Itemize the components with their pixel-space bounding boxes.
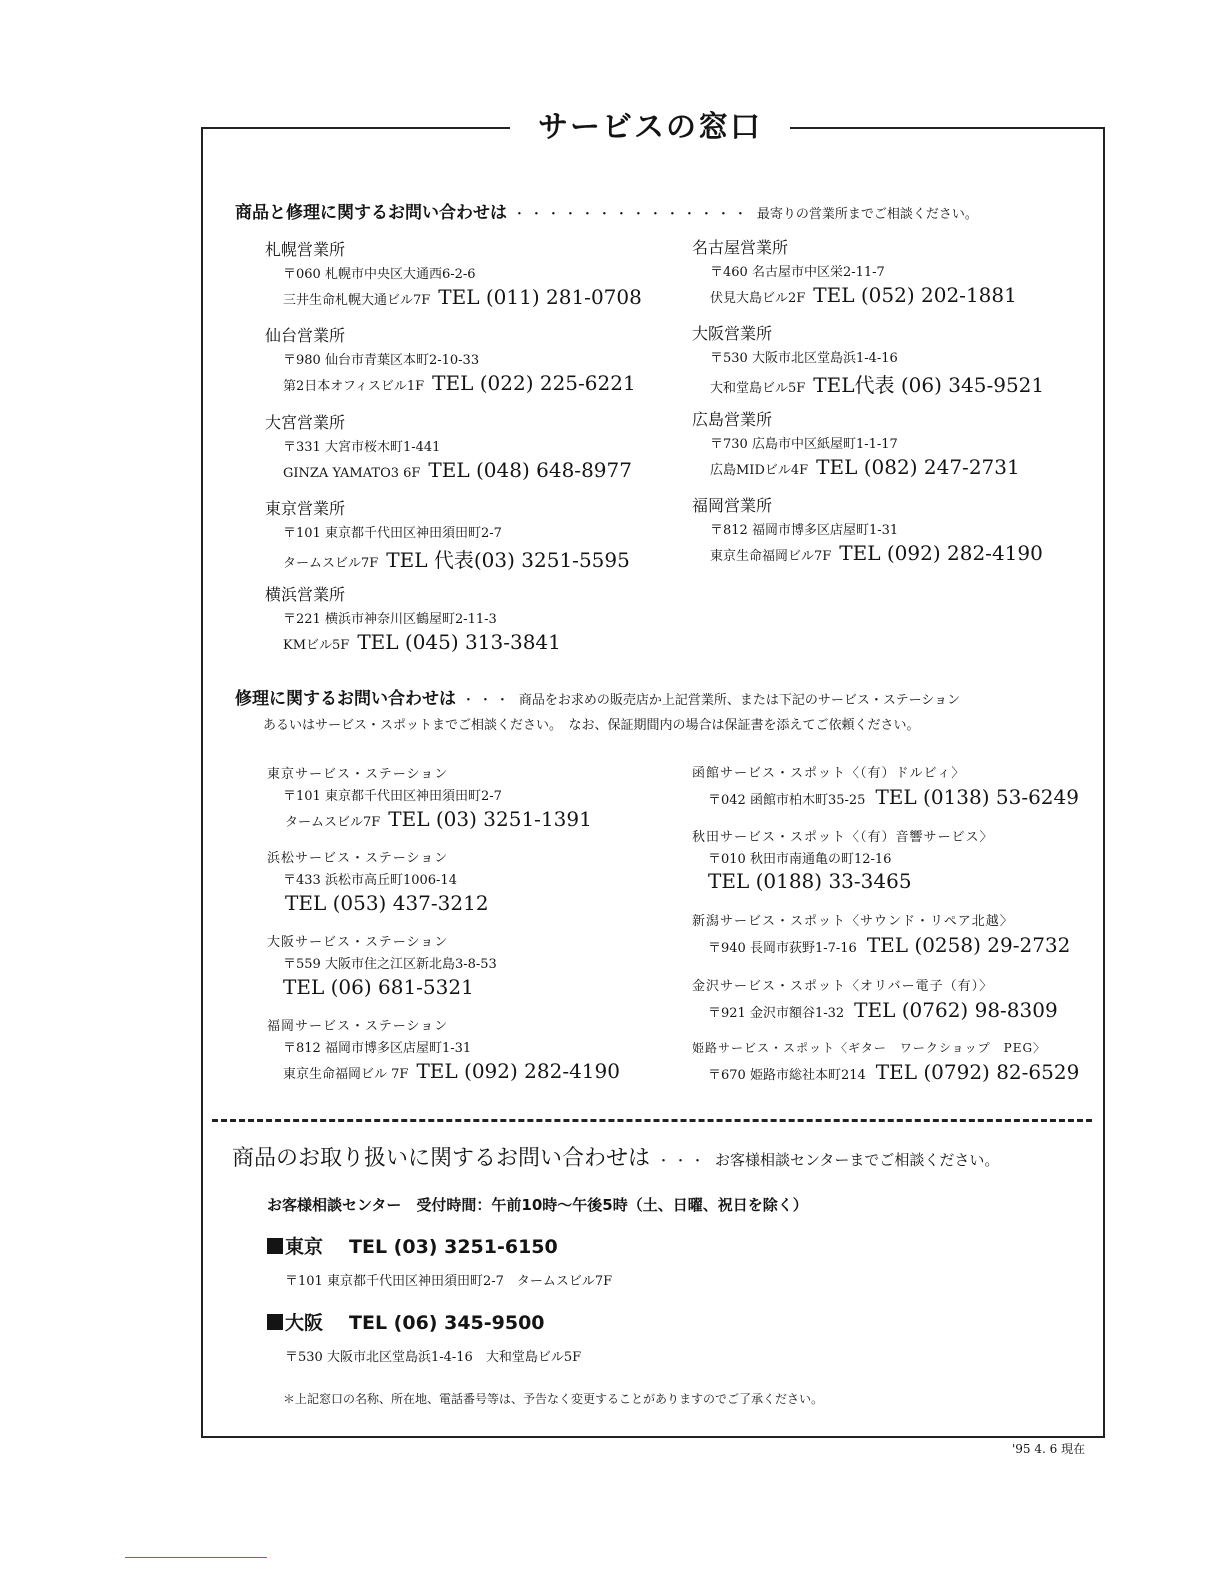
spot-name: 新潟サービス・スポット〈サウンド・リペア北越〉: [692, 914, 1014, 929]
spot-address: 〒010 秋田市南通亀の町12-16: [708, 852, 892, 867]
sales-intro-dots: ・・・・・・・・・・・・・・: [512, 207, 751, 222]
square-bullet-icon: [267, 1314, 283, 1330]
station-address: 〒101 東京都千代田区神田須田町2-7: [283, 789, 502, 804]
office-tel: TEL (048) 648-8977: [428, 458, 632, 482]
office-address: 〒730 広島市中区紙屋町1-1-17: [710, 437, 898, 452]
consult-city: 大阪: [285, 1312, 324, 1334]
page-title: サービスの窓口: [538, 110, 762, 145]
spot-tel: TEL (0138) 53-6249: [875, 785, 1079, 809]
office-address: 〒530 大阪市北区堂島浜1-4-16: [710, 351, 898, 366]
office-yokohama: [265, 582, 561, 654]
station-name: 浜松サービス・ステーション: [267, 851, 449, 866]
spot-tel: TEL (0188) 33-3465: [708, 869, 912, 893]
office-address: 〒101 東京都千代田区神田須田町2-7: [283, 526, 502, 541]
office-address: 〒980 仙台市青葉区本町2-10-33: [283, 353, 480, 368]
consult-heading: [232, 1141, 999, 1172]
repair-intro: [235, 684, 960, 709]
spot-name: 金沢サービス・スポット〈オリバー電子（有）〉: [692, 979, 994, 994]
spot-name: 姫路サービス・スポット〈ギター ワークショップ PEG〉: [692, 1041, 1047, 1055]
spot-niigata: [692, 910, 1070, 957]
office-address: 〒812 福岡市博多区店屋町1-31: [710, 523, 899, 538]
office-name: 名古屋営業所: [692, 238, 789, 257]
office-building: 第2日本オフィスビル1F: [283, 379, 425, 394]
repair-intro-line2: あるいはサービス・スポットまでご相談ください。 なお、保証期間内の場合は保証書を添えてご依頼ください。: [263, 718, 920, 733]
office-name: 東京営業所: [265, 499, 346, 518]
change-notice: ＊上記窓口の名称、所在地、電話番号等は、予告なく変更することがありますのでご了承ください。: [283, 1392, 824, 1406]
spot-name: 秋田サービス・スポット〈（有）音響サービス〉: [692, 830, 994, 845]
spot-address: 〒042 函館市柏木町35-25: [708, 793, 866, 808]
office-sapporo: [265, 237, 642, 309]
office-fukuoka: [692, 493, 1043, 565]
consult-city: 東京: [285, 1236, 324, 1258]
office-tel: TEL (092) 282-4190: [839, 541, 1043, 565]
office-tel: TEL (045) 313-3841: [357, 630, 561, 654]
office-name: 広島営業所: [692, 410, 773, 429]
office-name: 仙台営業所: [265, 326, 346, 345]
spot-tel: TEL (0792) 82-6529: [875, 1060, 1080, 1084]
consult-tel: TEL (03) 3251-6150: [349, 1236, 558, 1258]
sales-intro-label: 商品と修理に関するお問い合わせは: [235, 203, 507, 223]
station-fukuoka: [267, 1015, 620, 1083]
office-address: 〒060 札幌市中央区大通西6-2-6: [283, 267, 476, 282]
station-osaka: [267, 931, 497, 999]
date-stamp: '95 4. 6 現在: [1012, 1442, 1086, 1456]
station-name: 福岡サービス・ステーション: [267, 1019, 449, 1034]
office-nagoya: [692, 235, 1017, 307]
office-omiya: [265, 410, 632, 482]
office-building: 広島MIDビル4F: [710, 463, 809, 478]
station-building: タームスビル7F: [285, 815, 381, 830]
office-tel: TEL (052) 202-1881: [813, 283, 1017, 307]
section-divider: [212, 1119, 1092, 1122]
office-building: 東京生命福岡ビル7F: [710, 549, 832, 564]
station-hamamatsu: [267, 847, 489, 915]
spot-address: 〒940 長岡市荻野1-7-16: [708, 941, 857, 956]
office-address: 〒460 名古屋市中区栄2-11-7: [710, 265, 885, 280]
consult-address: 〒101 東京都千代田区神田須田町2-7 タームスビル7F: [285, 1274, 613, 1289]
station-tel: TEL (092) 282-4190: [416, 1059, 620, 1083]
office-building: 大和堂島ビル5F: [710, 381, 806, 396]
office-building: 三井生命札幌大通ビル7F: [283, 293, 431, 308]
station-building: 東京生命福岡ビル 7F: [283, 1067, 409, 1082]
office-tel: TEL (011) 281-0708: [438, 285, 642, 309]
spot-hakodate: [692, 762, 1079, 809]
office-building: タームスビル7F: [283, 556, 379, 571]
station-tel: TEL (06) 681-5321: [283, 975, 474, 999]
office-building: KMビル5F: [283, 638, 350, 653]
office-tokyo: [265, 496, 630, 573]
office-tel: TEL (082) 247-2731: [816, 455, 1020, 479]
consult-tel: TEL (06) 345-9500: [349, 1312, 545, 1334]
office-tel: TEL代表 (06) 345-9521: [813, 373, 1045, 397]
sales-intro-tail: 最寄りの営業所までご相談ください。: [756, 207, 978, 222]
consult-heading-dots: ・・・: [657, 1154, 709, 1169]
station-tokyo: [267, 763, 592, 831]
spot-address: 〒921 金沢市額谷1-32: [708, 1006, 845, 1021]
office-sendai: [265, 323, 636, 395]
office-tel: TEL 代表(03) 3251-5595: [386, 548, 630, 572]
repair-intro-label: 修理に関するお問い合わせは: [235, 689, 456, 709]
consult-heading-tail: お客様相談センターまでご相談ください。: [715, 1151, 1000, 1169]
office-address: 〒331 大宮市桜木町1-441: [283, 440, 441, 455]
consult-osaka: [267, 1308, 545, 1335]
office-osaka: [692, 321, 1044, 398]
spot-name: 函館サービス・スポット〈（有）ドルビィ〉: [692, 766, 966, 781]
office-hiroshima: [692, 407, 1020, 479]
office-name: 大阪営業所: [692, 324, 773, 343]
office-address: 〒221 横浜市神奈川区鶴屋町2-11-3: [283, 612, 497, 627]
station-name: 東京サービス・ステーション: [267, 767, 449, 782]
office-name: 札幌営業所: [265, 240, 346, 259]
office-building: GINZA YAMATO3 6F: [283, 466, 421, 481]
station-tel: TEL (053) 437-3212: [285, 891, 489, 915]
spot-kanazawa: [692, 975, 1058, 1022]
office-building: 伏見大島ビル2F: [710, 291, 806, 306]
station-address: 〒812 福岡市博多区店屋町1-31: [283, 1041, 472, 1056]
station-name: 大阪サービス・ステーション: [267, 935, 449, 950]
repair-intro-line1: 商品をお求めの販売店か上記営業所、または下記のサービス・ステーション: [518, 693, 961, 708]
station-address: 〒559 大阪市住之江区新北島3-8-53: [283, 957, 497, 972]
office-name: 大宮営業所: [265, 413, 346, 432]
consult-heading-label: 商品のお取り扱いに関するお問い合わせは: [232, 1146, 651, 1171]
consult-hours: お客様相談センター 受付時間：午前10時～午後5時（土、日曜、祝日を除く）: [267, 1196, 808, 1214]
spot-tel: TEL (0762) 98-8309: [854, 998, 1058, 1022]
repair-intro-dots: ・・・: [461, 693, 513, 708]
underline-mark: [125, 1557, 267, 1558]
sales-intro: [235, 198, 978, 223]
station-tel: TEL (03) 3251-1391: [388, 807, 592, 831]
spot-address: 〒670 姫路市総社本町214: [708, 1068, 866, 1083]
square-bullet-icon: [267, 1238, 283, 1254]
spot-himeji: [692, 1039, 1079, 1084]
consult-tokyo: [267, 1232, 558, 1259]
office-name: 横浜営業所: [265, 585, 346, 604]
office-name: 福岡営業所: [692, 496, 773, 515]
station-address: 〒433 浜松市高丘町1006-14: [283, 873, 457, 888]
consult-address: 〒530 大阪市北区堂島浜1-4-16 大和堂島ビル5F: [285, 1350, 582, 1365]
spot-tel: TEL (0258) 29-2732: [866, 933, 1071, 957]
spot-akita: [692, 826, 994, 893]
office-tel: TEL (022) 225-6221: [432, 371, 636, 395]
